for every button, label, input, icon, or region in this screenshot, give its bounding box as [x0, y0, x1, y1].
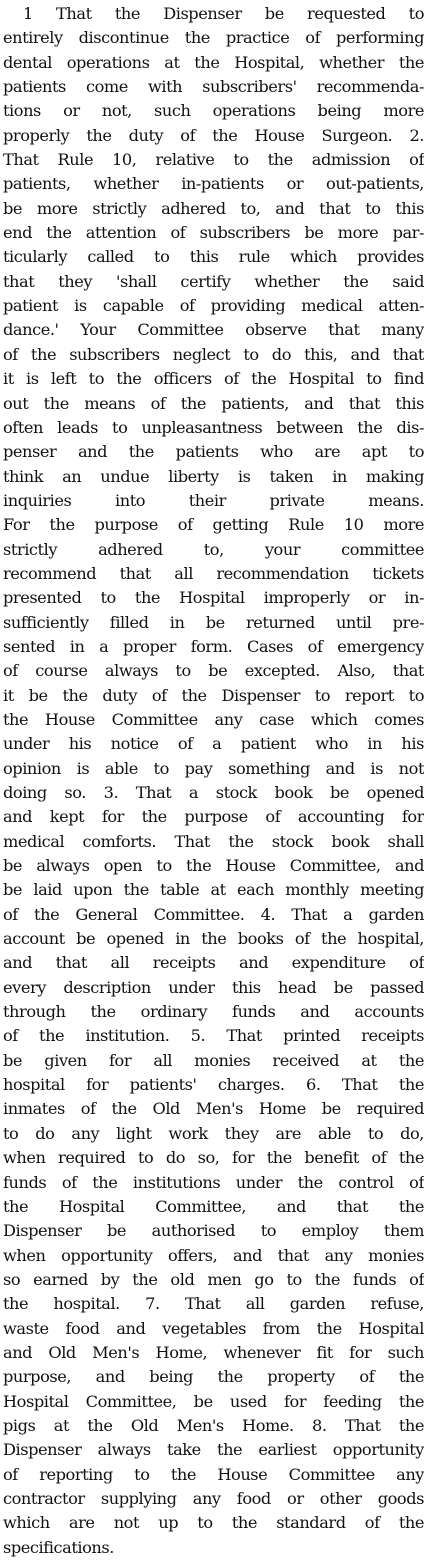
text-line: funds of the institutions under the control of	[3, 1172, 424, 1192]
text-line: it is left to the officers of the Hospital to find	[3, 369, 424, 389]
text-line: sufficiently filled in be returned until pre-	[3, 612, 424, 632]
text-line: purpose, and being the property of the	[3, 1367, 424, 1387]
text-line: opinion is able to pay something and is not	[3, 758, 424, 778]
text-line: and that all receipts and expenditure of	[3, 953, 424, 973]
text-line: when required to do so, for the benefit of the	[3, 1148, 424, 1168]
text-line: tions or not, such operations being more	[3, 101, 424, 121]
text-line: dental operations at the Hospital, whether the	[3, 52, 424, 72]
text-line: so earned by the old men go to the funds of	[3, 1269, 424, 1289]
text-line: inquiries into their private means.	[3, 490, 424, 510]
text-line: which are not up to the standard of the	[3, 1513, 424, 1533]
text-line: the House Committee any case which comes	[3, 709, 424, 729]
text-line: be always open to the House Committee, and	[3, 856, 424, 876]
text-line: of reporting to the House Committee any	[3, 1464, 424, 1484]
text-line: of the institution. 5. That printed receipts	[3, 1026, 424, 1046]
text-line: contractor supplying any food or other goods	[3, 1488, 424, 1508]
text-line: out the means of the patients, and that this	[3, 393, 424, 413]
text-line: be laid upon the table at each monthly meeting	[3, 880, 424, 900]
text-line: often leads to unpleasantness between the dis-	[3, 417, 424, 437]
text-line: presented to the Hospital improperly or in-	[3, 588, 424, 608]
text-line: end the attention of subscribers be more par-	[3, 223, 424, 243]
text-line: waste food and vegetables from the Hospital	[3, 1318, 424, 1338]
text-line: 1 That the Dispenser be requested to	[23, 4, 424, 23]
text-line: it be the duty of the Dispenser to report to	[3, 685, 424, 705]
text-line: recommend that all recommendation tickets	[3, 563, 424, 583]
text-line: entirely discontinue the practice of performing	[3, 28, 424, 48]
text-line: Hospital Committee, be used for feeding the	[3, 1391, 424, 1411]
text-line: That Rule 10, relative to the admission of	[3, 150, 424, 170]
text-line: the Hospital Committee, and that the	[3, 1196, 424, 1216]
text-line: properly the duty of the House Surgeon. 2.	[3, 125, 424, 145]
text-line: hospital for patients' charges. 6. That the	[3, 1075, 424, 1095]
text-line: pigs at the Old Men's Home. 8. That the	[3, 1415, 424, 1435]
text-line: through the ordinary funds and accounts	[3, 1002, 424, 1022]
text-line: patients come with subscribers' recommenda-	[3, 77, 424, 97]
text-line: patient is capable of providing medical atten-	[3, 296, 424, 316]
text-line: strictly adhered to, your committee	[3, 539, 424, 559]
text-line: account be opened in the books of the hospital,	[3, 929, 424, 949]
text-line: of course always to be excepted. Also, that	[3, 661, 424, 681]
text-line: doing so. 3. That a stock book be opened	[3, 783, 424, 802]
text-line: be more strictly adhered to, and that to this	[3, 198, 424, 218]
text-line: Dispenser be authorised to employ them	[3, 1221, 424, 1241]
text-line: dance.' Your Committee observe that many	[3, 320, 424, 340]
text-line: under his notice of a patient who in his	[3, 734, 424, 754]
text-line: that they 'shall certify whether the said	[3, 271, 424, 291]
text-line: ticularly called to this rule which provides	[3, 247, 424, 267]
text-line: patients, whether in-patients or out-patients,	[3, 174, 424, 194]
text-line: think an undue liberty is taken in making	[3, 466, 424, 486]
text-line: be given for all monies received at the	[3, 1050, 424, 1070]
text-line: every description under this head be passed	[3, 977, 424, 997]
text-line: of the General Committee. 4. That a garden	[3, 904, 424, 924]
text-line: inmates of the Old Men's Home be required	[3, 1099, 424, 1119]
text-line: specifications.	[3, 1537, 114, 1557]
text-line: the hospital. 7. That all garden refuse,	[3, 1294, 424, 1314]
text-line: Dispenser always take the earliest opportunity	[3, 1440, 424, 1460]
text-line: and Old Men's Home, whenever fit for such	[3, 1342, 424, 1362]
text-line: and kept for the purpose of accounting for	[3, 807, 424, 827]
text-line: of the subscribers neglect to do this, and that	[3, 344, 424, 364]
text-line: medical comforts. That the stock book shall	[3, 831, 424, 851]
text-line: penser and the patients who are apt to	[3, 442, 424, 462]
text-line: when opportunity offers, and that any monies	[3, 1245, 424, 1265]
text-line: For the purpose of getting Rule 10 more	[3, 515, 424, 535]
text-line: sented in a proper form. Cases of emergency	[3, 636, 424, 656]
text-line: to do any light work they are able to do,	[3, 1123, 424, 1143]
